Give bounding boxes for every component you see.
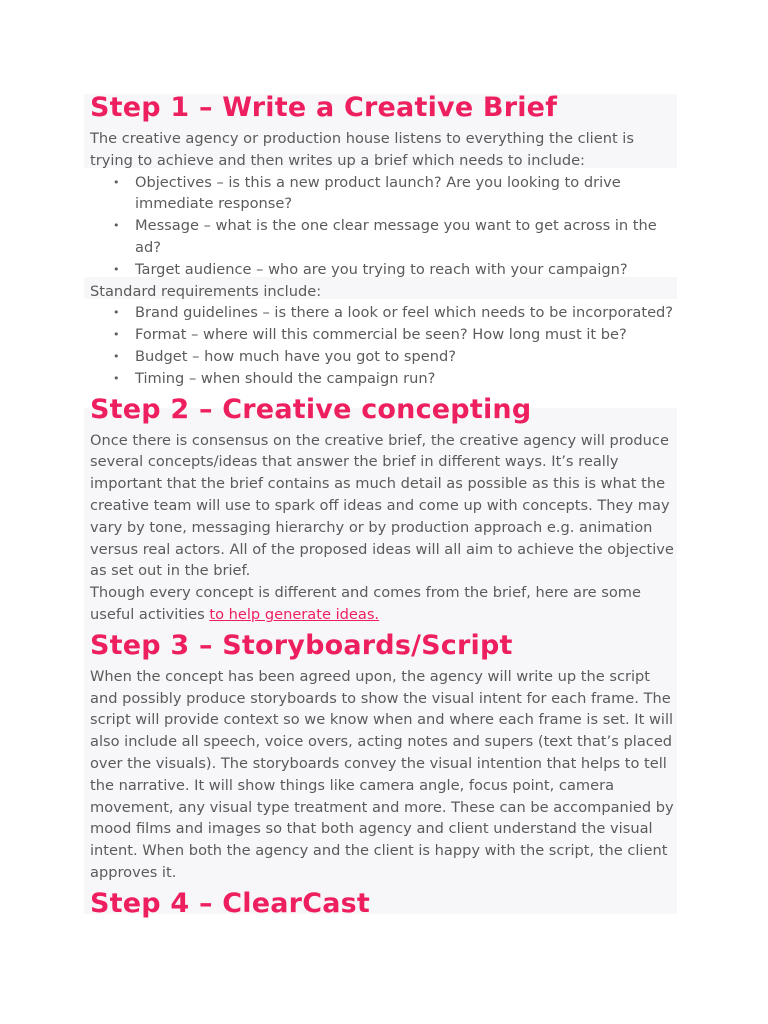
list-item: • Objectives – is this a new product launch? Are you looking to drive immediate response? [135,172,678,216]
step-3-heading: Step 3 – Storyboards/Script [90,629,513,661]
standard-requirements-label: Standard requirements include: [90,282,322,300]
step-1-section [90,88,678,390]
generate-ideas-link[interactable]: to help generate ideas. [209,605,380,623]
list-item: • Target audience – who are you trying to reach with your campaign? [135,259,678,281]
step-4-section [90,884,678,924]
list-item: • Format – where will this commercial be seen? How long must it be? [135,324,678,346]
step-1-heading: Step 1 – Write a Creative Brief [90,92,558,123]
requirements-list [90,302,678,389]
step-2-paragraph: Once there is consensus on the creative brief, the creative agency will produce several concepts/ideas that answer the brief in different ways. It’s really important that the brief contains as much detail as possible as this is what the creative team will use to spark off ideas and come up with concepts. They may vary by tone, messaging hierarchy or by production approach e.g. animation versus real actors. All of the proposed ideas will all aim to achieve the objective as set out in the brief. [90,431,674,580]
step-2-heading: Step 2 – Creative concepting [90,393,532,425]
activities-text: Though every concept is different and comes from the brief, here are some useful activities [90,584,641,623]
step-2-section [90,390,678,626]
step-1-intro: The creative agency or production house listens to everything the client is trying to achieve and then writes up a brief which needs to include: [90,130,634,169]
list-item: • Brand guidelines – is there a look or feel which needs to be incorporated? [135,302,678,324]
list-item: • Message – what is the one clear message you want to get across in the ad? [135,215,678,259]
brief-list [90,172,678,281]
article-content [90,88,678,924]
step-3-section [90,626,678,884]
step-2-activities-paragraph [90,582,678,626]
list-item: • Timing – when should the campaign run? [135,368,678,390]
step-3-paragraph: When the concept has been agreed upon, the agency will write up the script and possibly produce storyboards to show the visual intent for each frame. The script will provide context so we know when and where each frame is set. It will also include all speech, voice overs, acting notes and supers (text that’s placed over the visuals). The storyboards convey the visual intention that helps to tell the narrative. It will show things like camera angle, focus point, camera movement, any visual type treatment and more. These can be accompanied by mood films and images so that both agency and client understand the visual intent. When both the agency and the client is happy with the script, the client approves it. [90,667,674,881]
list-item: • Budget – how much have you got to spend? [135,346,678,368]
step-4-heading: Step 4 – ClearCast [90,887,371,919]
